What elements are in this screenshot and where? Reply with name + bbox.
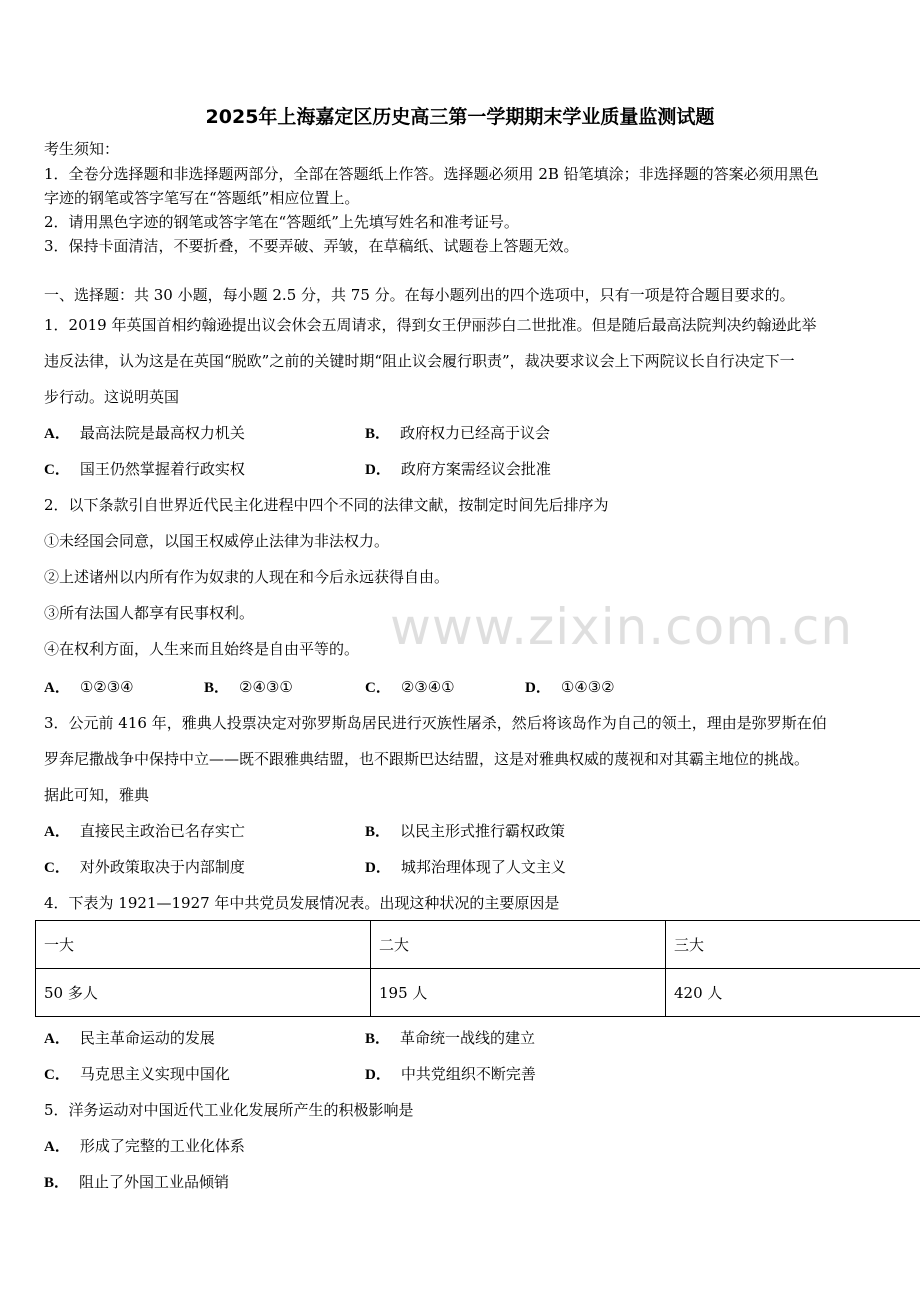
question-3-line: 罗奔尼撒战争中保持中立——既不跟雅典结盟，也不跟斯巴达结盟，这是对雅典权威的蔑视和对其霸主地位的挑战。 (44, 750, 810, 768)
q3-option-d[interactable]: D． 城邦治理体现了人文主义 (365, 858, 566, 876)
question-3-line: 3．公元前 416 年，雅典人投票决定对弥罗斯岛居民进行灭族性屠杀，然后将该岛作为自己的领土，理由是弥罗斯在伯 (44, 714, 827, 732)
watermark: www.zixin.com.cn (390, 598, 854, 656)
q2-option-d[interactable]: D． ①④③② (525, 678, 615, 696)
question-5-stem: 5．洋务运动对中国近代工业化发展所产生的积极影响是 (44, 1101, 414, 1119)
table-row (36, 969, 920, 1017)
question-4-stem: 4．下表为 1921—1927 年中共党员发展情况表。出现这种状况的主要原因是 (44, 894, 560, 912)
table-cell: 三大 (666, 921, 920, 969)
table-cell: 420 人 (666, 969, 920, 1017)
table-cell: 二大 (371, 921, 666, 969)
q3-option-c[interactable]: C． 对外政策取决于内部制度 (44, 858, 245, 876)
table-cell: 一大 (36, 921, 371, 969)
question-1-line: 违反法律，认为这是在英国“脱欧”之前的关键时期“阻止议会履行职责”，裁决要求议会上下两院议长自行决定下一 (44, 352, 795, 370)
document-title: 2025年上海嘉定区历史高三第一学期期末学业质量监测试题 (205, 106, 715, 128)
question-2-line: ④在权利方面，人生来而且始终是自由平等的。 (44, 640, 360, 658)
notice-heading: 考生须知： (44, 140, 120, 158)
notice-item: 3．保持卡面清洁，不要折叠，不要弄破、弄皱，在草稿纸、试题卷上答题无效。 (44, 237, 579, 255)
question-1-line: 1．2019 年英国首相约翰逊提出议会休会五周请求，得到女王伊丽莎白二世批准。但是随后最高法院判决约翰逊此举 (44, 316, 817, 334)
q1-option-a[interactable]: A． 最高法院是最高权力机关 (44, 424, 245, 442)
q1-option-c[interactable]: C． 国王仍然掌握着行政实权 (44, 460, 245, 478)
notice-item: 字迹的钢笔或答字笔写在“答题纸”相应位置上。 (44, 189, 360, 207)
question-2-line: 2．以下条款引自世界近代民主化进程中四个不同的法律文献，按制定时间先后排序为 (44, 496, 609, 514)
q2-option-b[interactable]: B． ②④③① (204, 678, 293, 696)
q1-option-d[interactable]: D． 政府方案需经议会批准 (365, 460, 551, 478)
q5-option-a[interactable]: A． 形成了完整的工业化体系 (44, 1137, 245, 1155)
question-2-line: ③所有法国人都享有民事权利。 (44, 604, 255, 622)
q4-option-c[interactable]: C． 马克思主义实现中国化 (44, 1065, 230, 1083)
question-1-line: 步行动。这说明英国 (44, 388, 180, 406)
section-heading: 一、选择题：共 30 小题，每小题 2.5 分，共 75 分。在每小题列出的四个选项中，只有一项是符合题目要求的。 (44, 286, 795, 304)
q3-option-b[interactable]: B． 以民主形式推行霸权政策 (365, 822, 566, 840)
q4-option-a[interactable]: A． 民主革命运动的发展 (44, 1029, 215, 1047)
q1-option-b[interactable]: B． 政府权力已经高于议会 (365, 424, 551, 442)
question-2-line: ②上述诸州以内所有作为奴隶的人现在和今后永远获得自由。 (44, 568, 450, 586)
question-3-line: 据此可知，雅典 (44, 786, 150, 804)
q2-option-c[interactable]: C． ②③④① (365, 678, 455, 696)
table-cell: 50 多人 (36, 969, 371, 1017)
table-cell: 195 人 (371, 969, 666, 1017)
q4-option-d[interactable]: D． 中共党组织不断完善 (365, 1065, 536, 1083)
q4-option-b[interactable]: B． 革命统一战线的建立 (365, 1029, 536, 1047)
q5-option-b[interactable]: B． 阻止了外国工业品倾销 (44, 1173, 230, 1191)
table-row (36, 921, 920, 969)
party-member-table (35, 920, 920, 1017)
q2-option-a[interactable]: A． ①②③④ (44, 678, 134, 696)
q3-option-a[interactable]: A． 直接民主政治已名存实亡 (44, 822, 245, 840)
notice-item: 1．全卷分选择题和非选择题两部分，全部在答题纸上作答。选择题必须用 2B 铅笔填涂；非选择题的答案必须用黑色 (44, 165, 819, 183)
question-2-line: ①未经国会同意，以国王权威停止法律为非法权力。 (44, 532, 390, 550)
notice-item: 2．请用黑色字迹的钢笔或答字笔在“答题纸”上先填写姓名和准考证号。 (44, 213, 519, 231)
